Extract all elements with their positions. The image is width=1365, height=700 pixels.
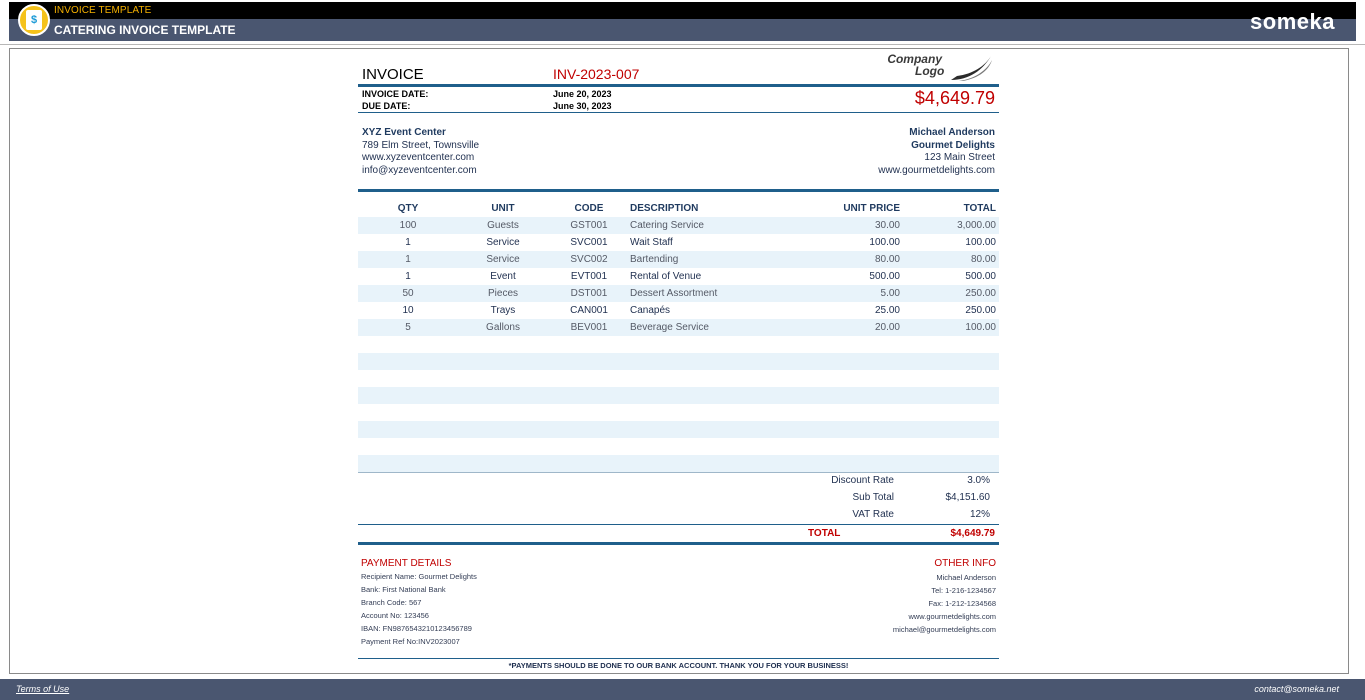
other-info-line[interactable]: michael@gourmetdelights.com	[892, 625, 996, 634]
amount-due: $4,649.79	[914, 88, 995, 108]
cell-qty[interactable]: 1	[405, 254, 411, 265]
cell-unit-price[interactable]: 25.00	[874, 305, 900, 316]
invoice-title: INVOICE	[362, 66, 424, 83]
cell-unit[interactable]: Service	[486, 237, 520, 248]
empty-table-row[interactable]	[358, 336, 999, 353]
header-code: CODE	[574, 203, 604, 214]
terms-of-use-link[interactable]: Terms of Use	[16, 684, 70, 694]
company-logo[interactable]	[871, 52, 993, 84]
cell-code[interactable]: EVT001	[570, 271, 608, 282]
discount-label: Discount Rate	[831, 475, 894, 486]
cell-total[interactable]: 250.00	[965, 305, 996, 316]
cell-code[interactable]: DST001	[570, 288, 608, 299]
cell-qty[interactable]: 100	[399, 220, 417, 231]
cell-code[interactable]: BEV001	[570, 322, 608, 333]
invoice-number[interactable]: INV-2023-007	[553, 66, 640, 82]
cell-unit[interactable]: Trays	[490, 305, 516, 316]
other-info-line[interactable]: www.gourmetdelights.com	[908, 612, 996, 621]
cell-unit-price[interactable]: 20.00	[874, 322, 900, 333]
other-info-line[interactable]: Michael Anderson	[936, 573, 996, 582]
cell-total[interactable]: 500.00	[965, 271, 996, 282]
table-row[interactable]	[358, 268, 999, 285]
empty-table-row[interactable]	[358, 370, 999, 387]
cell-code[interactable]: SVC002	[570, 254, 608, 265]
due-date-value[interactable]: June 30, 2023	[553, 101, 612, 111]
payment-detail-line[interactable]: Branch Code: 567	[361, 598, 422, 607]
cell-qty[interactable]: 10	[402, 305, 414, 316]
cell-qty[interactable]: 50	[402, 288, 414, 299]
sender-address[interactable]: 789 Elm Street, Townsville	[362, 139, 480, 151]
total-value: $4,649.79	[950, 528, 995, 539]
divider	[0, 44, 1365, 45]
logo-swoosh-icon	[949, 54, 993, 82]
discount-value[interactable]: 3.0%	[967, 475, 990, 486]
subtotal-label: Sub Total	[852, 492, 894, 503]
total-label: TOTAL	[808, 528, 841, 539]
cell-total[interactable]: 3,000.00	[957, 220, 996, 231]
header-unit-price: UNIT PRICE	[843, 203, 900, 214]
logo-line-2: Logo	[915, 64, 945, 78]
header-description: DESCRIPTION	[630, 203, 699, 214]
other-info-title: OTHER INFO	[934, 558, 996, 569]
cell-unit-price[interactable]: 80.00	[874, 254, 900, 265]
empty-table-row[interactable]	[358, 353, 999, 370]
cell-unit[interactable]: Pieces	[487, 288, 518, 299]
cell-unit[interactable]: Service	[486, 254, 520, 265]
empty-table-row[interactable]	[358, 455, 999, 472]
invoice-badge-icon	[18, 4, 50, 36]
table-row[interactable]	[358, 217, 999, 234]
banner-top-strip	[9, 2, 1356, 19]
empty-table-row[interactable]	[358, 438, 999, 455]
contact-email-link[interactable]: contact@someka.net	[1254, 684, 1339, 694]
cell-description[interactable]: Bartending	[630, 254, 679, 265]
cell-unit-price[interactable]: 500.00	[869, 271, 900, 282]
cell-total[interactable]: 100.00	[965, 237, 996, 248]
cell-total[interactable]: 250.00	[965, 288, 996, 299]
cell-qty[interactable]: 1	[405, 271, 411, 282]
cell-unit[interactable]: Event	[490, 271, 516, 282]
cell-description[interactable]: Catering Service	[630, 220, 704, 231]
sender-website[interactable]: www.xyzeventcenter.com	[362, 152, 475, 164]
bottom-bar	[0, 679, 1365, 700]
cell-description[interactable]: Rental of Venue	[630, 271, 702, 282]
payment-detail-line[interactable]: Recipient Name: Gourmet Delights	[361, 572, 477, 581]
cell-unit[interactable]: Guests	[487, 220, 519, 231]
company-logo-text	[885, 53, 944, 77]
cell-description[interactable]: Wait Staff	[630, 237, 673, 248]
header-rule	[358, 84, 999, 87]
brand-logo[interactable]: someka	[1250, 9, 1335, 34]
cell-description[interactable]: Dessert Assortment	[630, 288, 718, 299]
table-bottom-rule	[358, 472, 999, 473]
cell-qty[interactable]: 1	[405, 237, 411, 248]
footer-rule	[358, 658, 999, 659]
invoice-date-value[interactable]: June 20, 2023	[553, 89, 612, 99]
banner-subtitle: INVOICE TEMPLATE	[54, 5, 152, 16]
table-row[interactable]	[358, 251, 999, 268]
empty-table-row[interactable]	[358, 387, 999, 404]
summary-rule	[358, 524, 999, 525]
payment-detail-line[interactable]: Bank: First National Bank	[361, 585, 446, 594]
subtotal-value: $4,151.60	[945, 492, 990, 503]
cell-total[interactable]: 100.00	[965, 322, 996, 333]
due-date-label: DUE DATE:	[362, 101, 411, 111]
header-qty: QTY	[397, 203, 419, 214]
total-rule	[358, 542, 999, 545]
table-body	[358, 217, 999, 472]
payment-details-title: PAYMENT DETAILS	[361, 558, 452, 569]
recipient-name[interactable]: Michael Anderson	[909, 127, 995, 138]
cell-unit-price[interactable]: 5.00	[880, 288, 900, 299]
app-banner	[0, 0, 1365, 42]
empty-table-row[interactable]	[358, 421, 999, 438]
header-unit: UNIT	[491, 203, 515, 214]
recipient-company[interactable]: Gourmet Delights	[911, 139, 995, 151]
dates-rule	[358, 112, 999, 113]
recipient-address[interactable]: 123 Main Street	[924, 152, 995, 164]
header-total: TOTAL	[963, 203, 996, 214]
cell-code[interactable]: SVC001	[570, 237, 608, 248]
banner-title: CATERING INVOICE TEMPLATE	[54, 23, 236, 37]
other-info-line[interactable]: Tel: 1-216-1234567	[931, 586, 996, 595]
cell-unit[interactable]: Gallons	[486, 322, 520, 333]
table-row[interactable]	[358, 285, 999, 302]
table-row[interactable]	[358, 319, 999, 336]
table-row[interactable]	[358, 234, 999, 251]
empty-table-row[interactable]	[358, 404, 999, 421]
other-info-line[interactable]: Fax: 1-212-1234568	[928, 599, 996, 608]
invoice-document	[358, 50, 999, 675]
cell-unit-price[interactable]: 30.00	[874, 220, 900, 231]
recipient-website[interactable]: www.gourmetdelights.com	[878, 165, 995, 177]
logo-line-1: Company	[887, 52, 942, 66]
sender-email[interactable]: info@xyzeventcenter.com	[362, 165, 477, 177]
sender-name[interactable]: XYZ Event Center	[362, 127, 446, 138]
dollar-document-icon: $	[26, 10, 42, 30]
payment-detail-line[interactable]: Payment Ref No:INV2023007	[361, 637, 460, 646]
payment-note: *PAYMENTS SHOULD BE DONE TO OUR BANK ACCOUNT. THANK YOU FOR YOUR BUSINESS!	[508, 661, 849, 670]
cell-code[interactable]: CAN001	[570, 305, 608, 316]
recipient-block	[878, 127, 995, 178]
cell-unit-price[interactable]: 100.00	[869, 237, 900, 248]
invoice-date-label: INVOICE DATE:	[362, 89, 429, 99]
cell-total[interactable]: 80.00	[970, 254, 996, 265]
table-header	[358, 203, 999, 217]
vat-value[interactable]: 12%	[969, 509, 990, 520]
vat-label: VAT Rate	[852, 509, 894, 520]
table-row[interactable]	[358, 302, 999, 319]
payment-detail-line[interactable]: Account No: 123456	[361, 611, 429, 620]
cell-qty[interactable]: 5	[405, 322, 411, 333]
payment-detail-line[interactable]: IBAN: FN9876543210123456789	[361, 624, 472, 633]
cell-description[interactable]: Canapés	[630, 305, 671, 316]
table-top-rule	[358, 189, 999, 192]
sender-block	[362, 127, 479, 178]
cell-description[interactable]: Beverage Service	[630, 322, 709, 333]
cell-code[interactable]: GST001	[570, 220, 608, 231]
